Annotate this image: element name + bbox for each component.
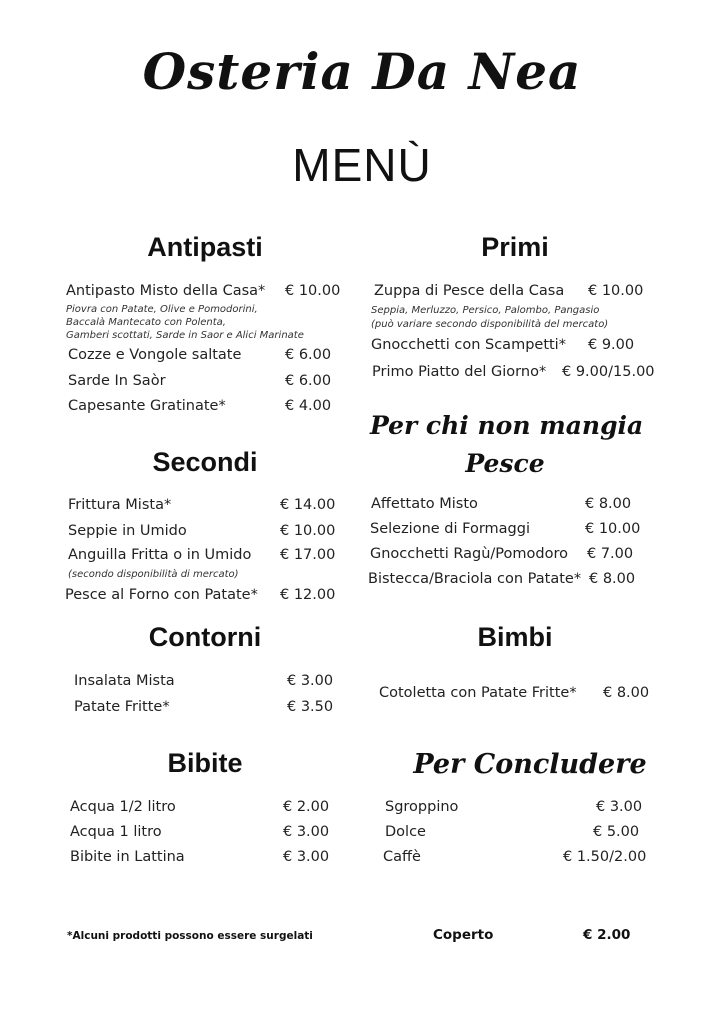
menu-item-price: € 12.00: [280, 587, 336, 603]
coperto-label: Coperto: [433, 927, 494, 943]
menu-item-name: Gnocchetti Ragù/Pomodoro: [370, 546, 568, 562]
menu-item-price: € 10.00: [285, 283, 341, 299]
menu-item-price: € 2.00: [283, 799, 330, 815]
menu-item-price: € 9.00: [588, 337, 635, 353]
menu-item-price: € 4.00: [285, 398, 332, 414]
menu-item-price: € 3.00: [283, 849, 330, 865]
menu-item-note: Seppia, Merluzzo, Persico, Palombo, Pangasio: [371, 305, 600, 316]
section-heading-bibite: Bibite: [167, 748, 243, 778]
section-heading-primi: Primi: [481, 232, 549, 262]
menu-item-name: Gnocchetti con Scampetti*: [371, 337, 566, 353]
menu-item-name: Acqua 1 litro: [70, 824, 162, 840]
menu-item-name: Capesante Gratinate*: [68, 398, 226, 414]
menu-item-price: € 8.00: [585, 496, 632, 512]
menu-item-price: € 5.00: [593, 824, 640, 840]
menu-item-note: (può variare secondo disponibilità del mercato): [371, 319, 609, 330]
menu-item-name: Acqua 1/2 litro: [70, 799, 176, 815]
menu-item-name: Sgroppino: [385, 799, 459, 815]
menu-item-name: Insalata Mista: [74, 673, 175, 689]
menu-item-name: Antipasto Misto della Casa*: [66, 283, 266, 299]
section-heading-antipasti: Antipasti: [147, 232, 263, 262]
menu-item-price: € 8.00: [603, 685, 650, 701]
menu-item-price: € 10.00: [588, 283, 644, 299]
menu-item-price: € 10.00: [280, 523, 336, 539]
menu-item-price: € 8.00: [589, 571, 636, 587]
menu-item-name: Bibite in Lattina: [70, 849, 185, 865]
section-heading-per-concludere: Per Concludere: [413, 749, 647, 780]
menu-item-note: (secondo disponibilità di mercato): [68, 569, 239, 580]
menu-item-name: Anguilla Fritta o in Umido: [68, 547, 252, 563]
menu-item-price: € 3.00: [287, 673, 334, 689]
menu-item-note: Gamberi scottati, Sarde in Saor e Alici Marinate: [66, 330, 304, 341]
menu-item-name: Dolce: [385, 824, 426, 840]
coperto-price: € 2.00: [583, 927, 631, 943]
menu-item-note: Piovra con Patate, Olive e Pomodorini,: [66, 304, 258, 315]
menu-item-price: € 6.00: [285, 373, 332, 389]
menu-item-name: Sarde In Saòr: [68, 373, 166, 389]
section-heading-non-pesce-line1: Per chi non mangia: [370, 411, 644, 440]
menu-item-price: € 9.00/15.00: [562, 364, 655, 380]
menu-item-name: Selezione di Formaggi: [370, 521, 530, 537]
menu-title: MENÙ: [292, 139, 432, 191]
menu-item-price: € 6.00: [285, 347, 332, 363]
menu-item-name: Affettato Misto: [371, 496, 478, 512]
menu-item-name: Bistecca/Braciola con Patate*: [368, 571, 582, 587]
menu-item-name: Patate Fritte*: [74, 699, 170, 715]
frozen-products-footnote: *Alcuni prodotti possono essere surgelati: [67, 930, 313, 942]
menu-item-price: € 7.00: [587, 546, 634, 562]
menu-item-price: € 3.50: [287, 699, 334, 715]
restaurant-title: Osteria Da Nea: [142, 42, 582, 101]
section-heading-non-pesce-line2: Pesce: [465, 449, 545, 478]
menu-item-name: Frittura Mista*: [68, 497, 172, 513]
menu-item-price: € 14.00: [280, 497, 336, 513]
menu-item-price: € 10.00: [585, 521, 641, 537]
menu-item-name: Cotoletta con Patate Fritte*: [379, 685, 577, 701]
section-heading-bimbi: Bimbi: [477, 622, 553, 652]
section-heading-contorni: Contorni: [148, 622, 262, 652]
menu-item-name: Pesce al Forno con Patate*: [65, 587, 258, 603]
menu-item-price: € 3.00: [596, 799, 643, 815]
section-heading-secondi: Secondi: [152, 447, 258, 477]
menu-item-name: Zuppa di Pesce della Casa: [374, 283, 565, 299]
menu-item-name: Primo Piatto del Giorno*: [372, 364, 547, 380]
menu-item-name: Seppie in Umido: [68, 523, 187, 539]
menu-item-note: Baccalà Mantecato con Polenta,: [66, 317, 226, 328]
menu-item-name: Caffè: [383, 849, 421, 865]
menu-item-name: Cozze e Vongole saltate: [68, 347, 242, 363]
menu-item-price: € 3.00: [283, 824, 330, 840]
menu-item-price: € 1.50/2.00: [563, 849, 647, 865]
menu-item-price: € 17.00: [280, 547, 336, 563]
